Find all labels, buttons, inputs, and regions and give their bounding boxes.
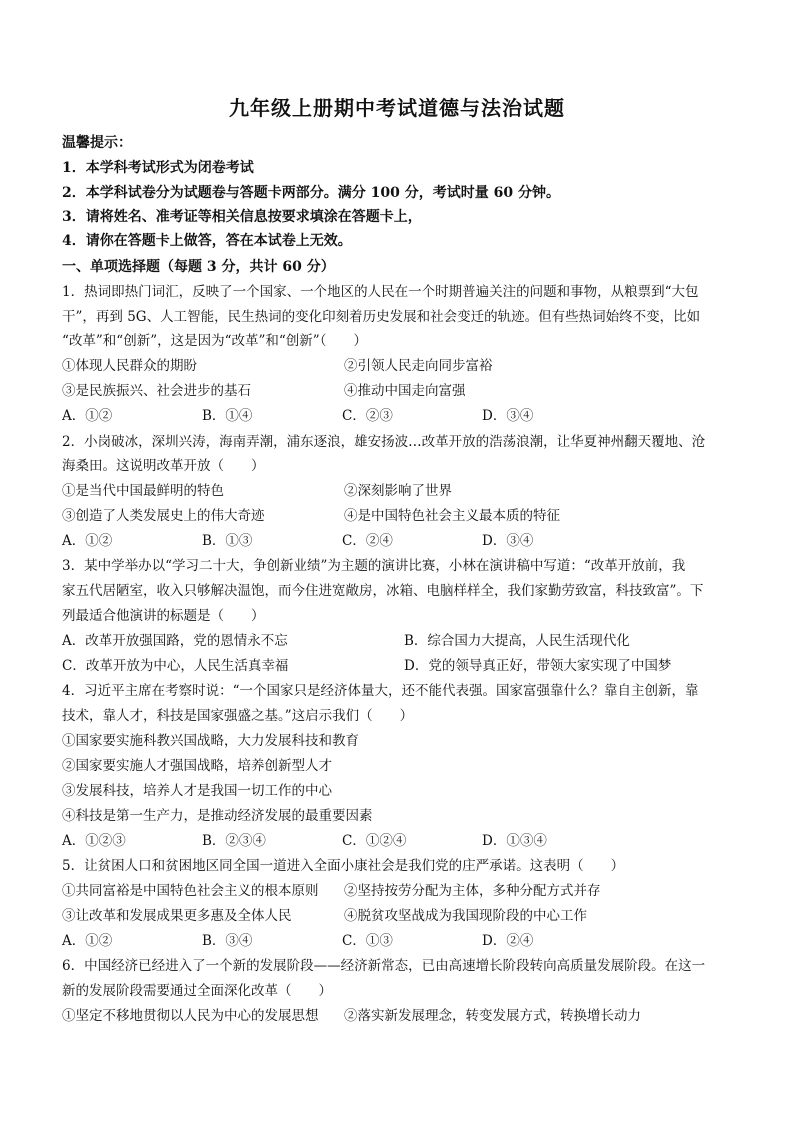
option-c: C．改革开放为中心，人民生活真幸福 (62, 658, 289, 674)
question-3-options-row (62, 632, 742, 650)
question-1-text: 干”，再到 5G、人工智能，民生热词的变化印刻着历史发展和社会变迁的轨迹。但有些热词始终不变，比如 (62, 309, 701, 325)
option-a: A．①② (62, 933, 113, 949)
statement-item: ①坚定不移地贯彻以人民为中心的发展思想 (62, 1008, 319, 1024)
option-b: B．①③ (202, 533, 253, 549)
option-a: A．①②③ (62, 833, 126, 849)
option-d: D．①③④ (482, 833, 547, 849)
statement-item: ③创造了人类发展史上的伟大奇迹 (62, 508, 265, 524)
question-3-text: 3．某中学举办以“学习二十大，争创新业绩”为主题的演讲比赛，小林在演讲稿中写道：“改革开放前，我 (62, 558, 686, 574)
question-1-text: 1．热词即热门词汇，反映了一个国家、一个地区的人民在一个时期普遍关注的问题和事物，从粮票到“大包 (62, 284, 699, 300)
option-c: C．①③ (342, 933, 393, 949)
question-2-items-row (62, 507, 742, 525)
option-a: A．改革开放强国路，党的恩情永不忘 (62, 633, 288, 649)
option-d: D．③④ (482, 533, 534, 549)
option-c: C．②③ (342, 408, 393, 424)
question-2-options (62, 532, 742, 550)
question-3-text: 家五代居陋室，收入只够解决温饱，而今住进宽敞房，冰箱、电脑样样全，我们家勤劳致富，科技致富”。下 (62, 583, 704, 599)
question-5-options (62, 932, 742, 950)
tip-item: 3．请将姓名、准考证等相关信息按要求填涂在答题卡上， (62, 209, 422, 225)
question-1-text: “改革”和“创新”，这是因为“改革”和“创新”（ ） (62, 333, 367, 349)
option-d: D．③④ (482, 408, 534, 424)
statement-item: ②落实新发展理念，转变发展方式，转换增长动力 (344, 1008, 641, 1024)
option-d: D．党的领导真正好，带领大家实现了中国梦 (404, 658, 672, 674)
question-1-items-row (62, 382, 742, 400)
question-6-items-row (62, 1007, 742, 1025)
question-3-text: 列最适合他演讲的标题是（ ） (62, 608, 265, 624)
statement-item: ④科技是第一生产力，是推动经济发展的最重要因素 (62, 808, 373, 824)
statement-item: ④是中国特色社会主义最本质的特征 (344, 508, 560, 524)
tips-heading: 温馨提示： (62, 135, 132, 151)
option-b: B．②③④ (202, 833, 266, 849)
question-6-text: 新的发展阶段需要通过全面深化改革（ ） (62, 983, 332, 999)
question-2-text: 海桑田。这说明改革开放（ ） (62, 458, 265, 474)
statement-item: ③发展科技，培养人才是我国一切工作的中心 (62, 783, 332, 799)
statement-item: ③让改革和发展成果更多惠及全体人民 (62, 908, 292, 924)
question-5-items-row (62, 882, 742, 900)
option-a: A．①② (62, 533, 113, 549)
option-a: A．①② (62, 408, 113, 424)
statement-item: ②深刻影响了世界 (344, 483, 452, 499)
option-c: C．②④ (342, 533, 393, 549)
option-b: B．综合国力大提高，人民生活现代化 (404, 633, 630, 649)
question-1-options (62, 407, 742, 425)
section-heading: 一、单项选择题（每题 3 分，共计 60 分） (62, 259, 335, 275)
tip-item: 1．本学科考试形式为闭卷考试 (62, 160, 254, 176)
question-4-text: 技术，靠人才，科技是国家强盛之基。”这启示我们（ ） (62, 708, 414, 724)
statement-item: ③是民族振兴、社会进步的基石 (62, 383, 251, 399)
question-2-text: 2．小岗破冰，深圳兴涛，海南弄潮，浦东逐浪，雄安扬波…改革开放的浩荡浪潮，让华夏神州翻天覆地、沧 (62, 434, 706, 450)
tip-item: 4．请你在答题卡上做答，答在本试卷上无效。 (62, 233, 352, 249)
statement-item: ①共同富裕是中国特色社会主义的根本原则 (62, 883, 319, 899)
tip-item: 2．本学科试卷分为试题卷与答题卡两部分。满分 100 分，考试时量 60 分钟。 (62, 185, 560, 201)
option-d: D．②④ (482, 933, 534, 949)
option-b: B．①④ (202, 408, 253, 424)
option-c: C．①②④ (342, 833, 407, 849)
question-1-items-row (62, 357, 742, 375)
statement-item: ④推动中国走向富强 (344, 383, 466, 399)
question-3-options-row (62, 657, 742, 675)
option-b: B．③④ (202, 933, 253, 949)
question-4-text: 4．习近平主席在考察时说：“一个国家只是经济体量大，还不能代表强。国家富强靠什么？靠自主创新，靠 (62, 683, 699, 699)
statement-item: ②坚持按劳分配为主体，多种分配方式并存 (344, 883, 601, 899)
question-2-items-row (62, 482, 742, 500)
question-4-options (62, 832, 742, 850)
statement-item: ①国家要实施科教兴国战略，大力发展科技和教育 (62, 733, 359, 749)
question-5-items-row (62, 907, 742, 925)
statement-item: ①是当代中国最鲜明的特色 (62, 483, 224, 499)
statement-item: ④脱贫攻坚战成为我国现阶段的中心工作 (344, 908, 587, 924)
statement-item: ①体现人民群众的期盼 (62, 358, 197, 374)
statement-item: ②引领人民走向同步富裕 (344, 358, 493, 374)
question-6-text: 6．中国经济已经进入了一个新的发展阶段——经济新常态，已由高速增长阶段转向高质量发展阶段。在这一 (62, 958, 706, 974)
question-5-text: 5．让贫困人口和贫困地区同全国一道进入全面小康社会是我们党的庄严承诺。这表明（ ） (62, 858, 625, 874)
statement-item: ②国家要实施人才强国战略，培养创新型人才 (62, 758, 332, 774)
page-title: 九年级上册期中考试道德与法治试题 (229, 96, 565, 120)
